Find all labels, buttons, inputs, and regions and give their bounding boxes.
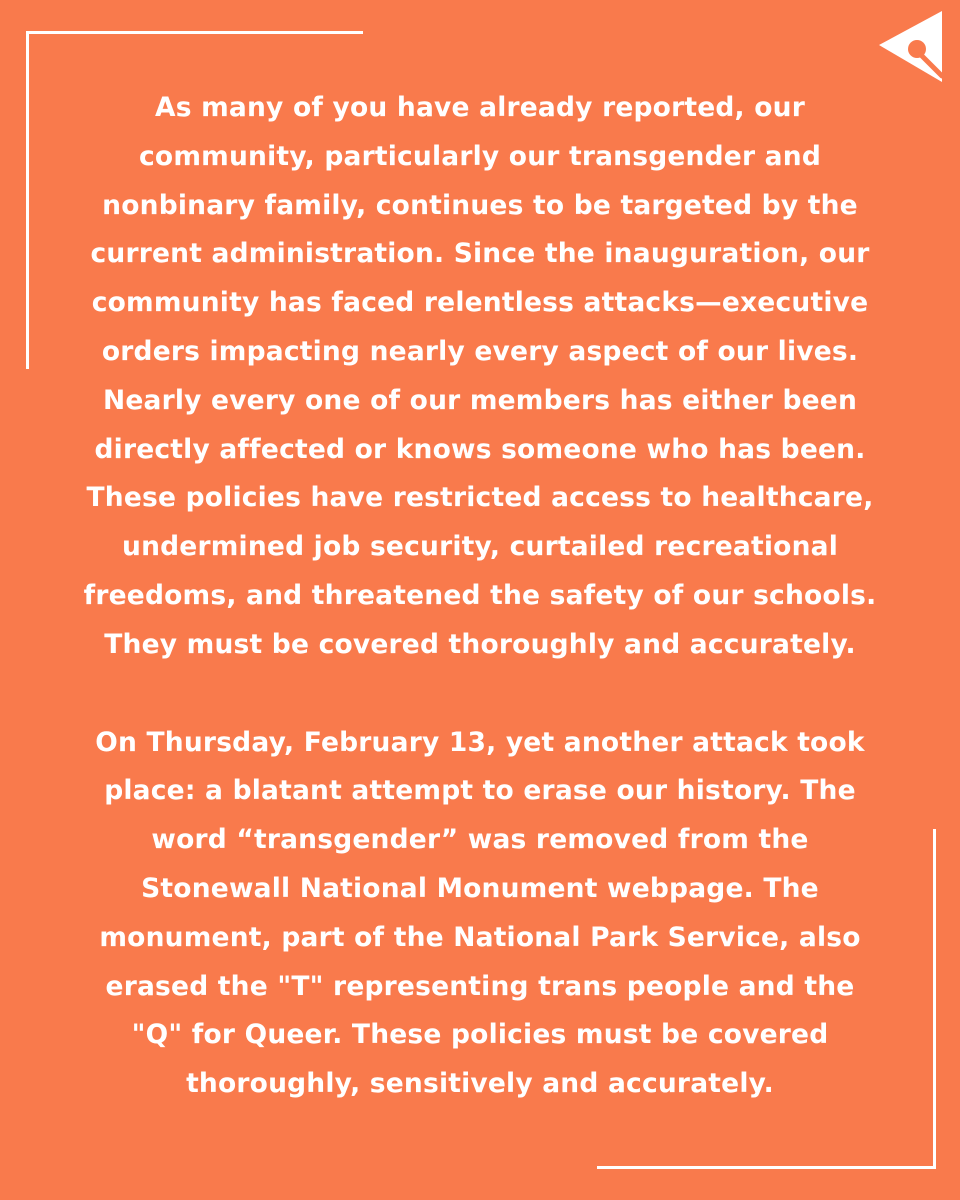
text-line: As many of you have already reported, our [154, 92, 805, 123]
text-line: On Thursday, February 13, yet another attack took [95, 726, 865, 758]
text-line: nonbinary family, continues to be targeted by the [102, 189, 858, 221]
text-line: "Q" for Queer. These policies must be covered [131, 1019, 829, 1051]
text-line: monument, part of the National Park Service, also [99, 921, 861, 953]
text-line: Nearly every one of our members has either been [102, 384, 858, 416]
text-line: Stonewall National Monument webpage. The [141, 872, 819, 904]
text-line: place: a blatant attempt to erase our history. The [104, 775, 856, 807]
paragraph-gap [40, 670, 920, 719]
paragraph-1 [40, 84, 920, 670]
text-line: These policies have restricted access to healthcare, [86, 482, 874, 514]
text-line: They must be covered thoroughly and accurately. [104, 628, 856, 660]
top-left-frame-vertical [26, 31, 29, 369]
text-line: thoroughly, sensitively and accurately. [186, 1068, 774, 1100]
text-line: freedoms, and threatened the safety of our schools. [83, 579, 877, 611]
text-line: word “transgender” was removed from the [151, 824, 809, 856]
text-line: community, particularly our transgender and [139, 140, 821, 172]
top-left-frame-horizontal [26, 31, 363, 34]
text-line: orders impacting nearly every aspect of our lives. [101, 335, 859, 367]
text-line: directly affected or knows someone who has been. [94, 433, 866, 465]
statement-text [40, 84, 920, 1109]
bottom-right-frame-horizontal [597, 1166, 936, 1169]
text-line: undermined job security, curtailed recreational [122, 531, 838, 563]
triangle-pin-logo-icon [874, 8, 954, 88]
text-line: current administration. Since the inauguration, our [90, 238, 870, 270]
text-line: erased the "T" representing trans people and the [105, 970, 855, 1002]
text-line: community has faced relentless attacks—executive [91, 287, 869, 319]
paragraph-2 [40, 719, 920, 1109]
bottom-right-frame-vertical [933, 829, 936, 1169]
